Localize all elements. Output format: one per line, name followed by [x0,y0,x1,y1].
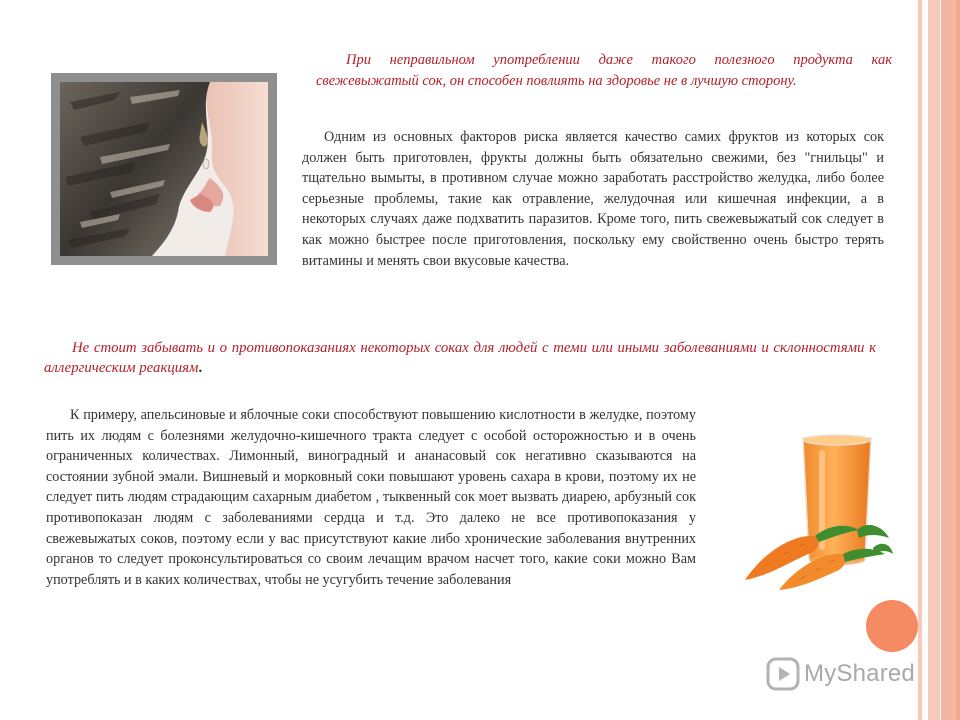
carrot-juice-illustration [735,430,895,600]
decorative-stripe [928,0,940,720]
intro-paragraph: При неправильном употреблении даже такого полезного продукта как свежевыжатый сок, он способен повлиять на здоровье не в лучшую сторону. [316,52,892,89]
contraindications-text: Не стоит забывать и о противопоказаниях некоторых соках для людей с теми или иными заболеваниями и склонностями к аллергическим реакциям [44,340,876,376]
tree-sap-photo [51,73,277,265]
risk-factors-paragraph: Одним из основных факторов риска является качество самих фруктов из которых сок должен быть приготовлен, фрукты должны быть обязательно свежими, без "гнильцы" и тщательно вымыты, в противном случае можно заработать расстройство желудка, либо более серьезные проблемы, такие как отравление, желудочная или кишечная инфекции, а в некоторых случаях даже подхватить паразитов. Кроме того, пить свежевыжатый сок следует в как можно быстрее после приготовления, поскольку ему свойственно очень быстро терять витамины и менять свои вкусовые качества. [302,129,884,269]
decorative-stripe [918,0,922,720]
contraindications-paragraph [44,338,876,378]
myshared-watermark [766,656,915,692]
examples-paragraph: К примеру, апельсиновые и яблочные соки способствуют повышению кислотности в желудке, поэтому пить их людям с болезнями желудочно-кишечного тракта следует с особой осторожностью и в очень ограниченных количествах. Лимонный, виноградный и ананасовый сок негативно сказываются на состоянии зубной эмали. Вишневый и морковный соки повышают уровень сахара в крови, поэтому их не следует пить людям страдающим сахарным диабетом , тыквенный сок моет вызвать диарею, арбузный сок противопоказан людям с заболеваниями сердца и т.д. Это далеко не все противопоказания у свежевыжатых соков, поэтому если у вас присутствуют какие либо хронические заболевания внутренних органов то следует проконсультироваться со своим лечащим врачом насчет того, какие соки можно Вам употреблять и в каких количествах, чтобы не усугубить течение заболевания [46,407,696,588]
watermark-text: MyShared [804,660,915,687]
decorative-stripe [956,0,960,720]
decorative-circle [866,600,918,652]
contraindications-end: . [198,360,203,376]
tree-sap-image [60,82,268,256]
myshared-play-icon [766,657,800,691]
